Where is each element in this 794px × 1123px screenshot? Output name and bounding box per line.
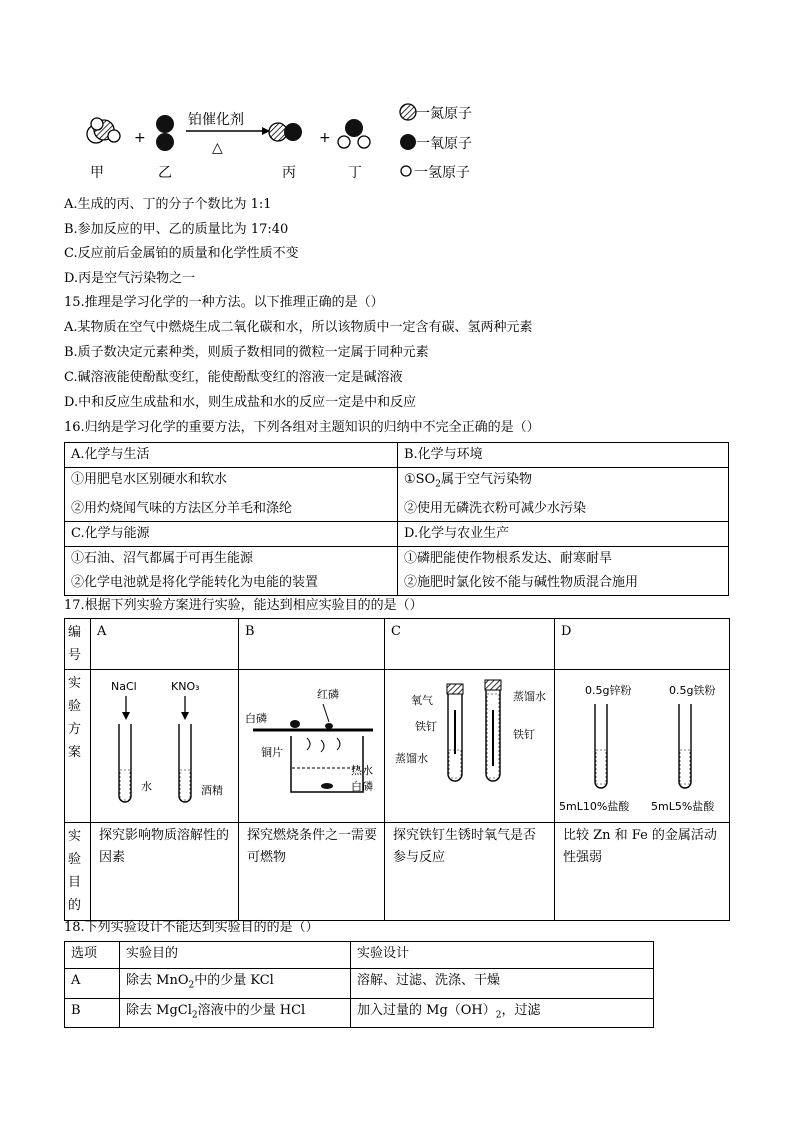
q18-row-a-option: A: [65, 969, 120, 999]
q18-row-a-design: 溶解、过滤、洗涤、干燥: [351, 969, 654, 999]
molecule-ding: [338, 119, 370, 148]
q17-table: [64, 618, 730, 921]
q14-option-d: D.丙是空气污染物之一: [64, 271, 196, 286]
q18-stem: 18.下列实验设计不能达到实验目的的是（）: [64, 920, 319, 935]
q16-c2: ②化学电池就是将化学能转化为电能的装置: [65, 571, 398, 596]
svg-text:蒸馏水: 蒸馏水: [513, 690, 546, 703]
heat-symbol: △: [212, 140, 223, 156]
q15-option-c: C.碱溶液能使酚酞变红，能使酚酞变红的溶液一定是碱溶液: [64, 370, 403, 385]
q16-table: [64, 442, 729, 596]
oxygen-atom-icon: [400, 134, 416, 150]
fig-c-drawing: [385, 670, 554, 814]
q17-stem: 17.根据下列实验方案进行实验，能达到相应实验目的的是（）: [64, 598, 423, 613]
q17-head-purpose: 实验目的: [65, 823, 91, 921]
q16-a2: ②用灼烧闻气味的方法区分羊毛和涤纶: [65, 497, 398, 522]
reaction-diagram: [64, 100, 494, 184]
svg-text:白磷: 白磷: [245, 712, 267, 725]
svg-text:水: 水: [141, 780, 152, 793]
name-ding: 丁: [348, 165, 362, 181]
plus-1: +: [134, 130, 146, 146]
q16-c-title: C.化学与能源: [65, 521, 398, 546]
svg-text:NaCl: NaCl: [111, 680, 137, 693]
svg-text:0.5g铁粉: 0.5g铁粉: [669, 684, 716, 697]
nitrogen-atom-icon: [400, 104, 416, 120]
legend-nitrogen: 一氮原子: [416, 106, 472, 122]
q16-b-title: B.化学与环境: [398, 443, 729, 468]
q17-purpose-a: 探究影响物质溶解性的因素: [91, 823, 239, 921]
q16-d2: ②施肥时氯化铵不能与碱性物质混合施用: [398, 571, 729, 596]
q16-d-title: D.化学与农业生产: [398, 521, 729, 546]
q17-col-b: B: [239, 619, 385, 670]
legend-oxygen: 一氧原子: [416, 136, 472, 152]
svg-text:氧气: 氧气: [411, 694, 433, 707]
q18-row-a-purpose: 除去 MnO$_2$中的少量 KCl: [120, 969, 351, 999]
catalyst-label: 铂催化剂: [188, 112, 244, 128]
svg-text:热水: 热水: [351, 764, 373, 777]
q16-stem: 16.归纳是学习化学的重要方法，下列各组对主题知识的归纳中不完全正确的是（）: [64, 420, 540, 435]
stopper-icon: [447, 684, 463, 694]
svg-text:铁钉: 铁钉: [513, 728, 535, 741]
test-tube-icon: [595, 704, 607, 788]
svg-text:5mL10%盐酸: 5mL10%盐酸: [559, 800, 630, 813]
svg-text:铁钉: 铁钉: [415, 720, 437, 733]
q16-d1: ①磷肥能使作物根系发达、耐寒耐旱: [398, 546, 729, 571]
svg-text:5mL5%盐酸: 5mL5%盐酸: [651, 800, 715, 813]
name-jia: 甲: [90, 165, 104, 181]
test-tube-icon: [119, 724, 131, 802]
legend-hydrogen: 一氢原子: [414, 165, 470, 181]
q15-option-b: B.质子数决定元素种类，则质子数相同的微粒一定属于同种元素: [64, 345, 429, 360]
q17-col-d: D: [555, 619, 730, 670]
svg-text:KNO₃: KNO₃: [171, 680, 200, 693]
q15-option-a: A.某物质在空气中燃烧生成二氧化碳和水，所以该物质中一定含有碳、氢两种元素: [64, 320, 533, 335]
q17-head-scheme: 实验方案: [65, 670, 91, 823]
q18-table: [64, 941, 654, 1028]
svg-text:蒸馏水: 蒸馏水: [395, 752, 428, 765]
q14-option-a: A.生成的丙、丁的分子个数比为 1:1: [64, 197, 272, 212]
q14-option-c: C.反应前后金属铂的质量和化学性质不变: [64, 246, 299, 261]
name-bing: 丙: [282, 165, 296, 181]
q18-header-option: 选项: [65, 942, 120, 969]
q14-option-b: B.参加反应的甲、乙的质量比为 17:40: [64, 222, 289, 237]
plus-2: +: [319, 130, 331, 146]
fig-b-drawing: [239, 670, 384, 814]
molecule-jia: [87, 118, 120, 143]
q17-fig-b: [239, 670, 385, 823]
molecule-yi: [156, 115, 174, 151]
q18-row-b-option: B: [65, 998, 120, 1028]
q15-option-d: D.中和反应生成盐和水，则生成盐和水的反应一定是中和反应: [64, 395, 417, 410]
q17-col-a: A: [91, 619, 239, 670]
molecule-bing: [269, 123, 302, 141]
test-tube-icon: [679, 704, 691, 788]
svg-text:红磷: 红磷: [317, 688, 339, 701]
q17-fig-a: [91, 670, 239, 823]
q18-header-purpose: 实验目的: [120, 942, 351, 969]
q16-a1: ①用肥皂水区别硬水和软水: [65, 468, 398, 497]
q16-c1: ①石油、沼气都属于可再生能源: [65, 546, 398, 571]
q17-col-c: C: [385, 619, 555, 670]
q18-row-b-design: 加入过量的 $Mg(OH)_2$，过滤: [351, 998, 654, 1028]
q17-fig-c: [385, 670, 555, 823]
flame-icon: [290, 720, 300, 728]
q17-fig-d: [555, 670, 730, 823]
q17-head-number: 编号: [65, 619, 91, 670]
fig-d-drawing: [555, 670, 729, 814]
q16-b1: $①SO_2$属于空气污染物: [398, 468, 729, 497]
hydrogen-atom-icon: [401, 166, 411, 176]
q15-stem: 15.推理是学习化学的一种方法。以下推理正确的是（）: [64, 295, 384, 310]
q18-header-design: 实验设计: [351, 942, 654, 969]
q16-b2: ②使用无磷洗衣粉可减少水污染: [398, 497, 729, 522]
q16-a-title: A.化学与生活: [65, 443, 398, 468]
test-tube-icon: [179, 724, 191, 802]
svg-text:酒精: 酒精: [201, 784, 223, 797]
q17-purpose-c: 探究铁钉生锈时氧气是否参与反应: [385, 823, 555, 921]
q18-row-b-purpose: 除去 MgCl$_2$溶液中的少量 HCl: [120, 998, 351, 1028]
q17-purpose-d: 比较 Zn 和 Fe 的金属活动性强弱: [555, 823, 730, 921]
svg-text:铜片: 铜片: [261, 746, 283, 759]
table-row: [65, 998, 654, 1028]
q17-purpose-b: 探究燃烧条件之一需要可燃物: [239, 823, 385, 921]
name-yi: 乙: [158, 165, 172, 181]
svg-text:白磷: 白磷: [351, 780, 373, 793]
fig-a-drawing: [91, 670, 238, 814]
svg-text:0.5g锌粉: 0.5g锌粉: [585, 684, 632, 697]
table-row: [65, 969, 654, 999]
